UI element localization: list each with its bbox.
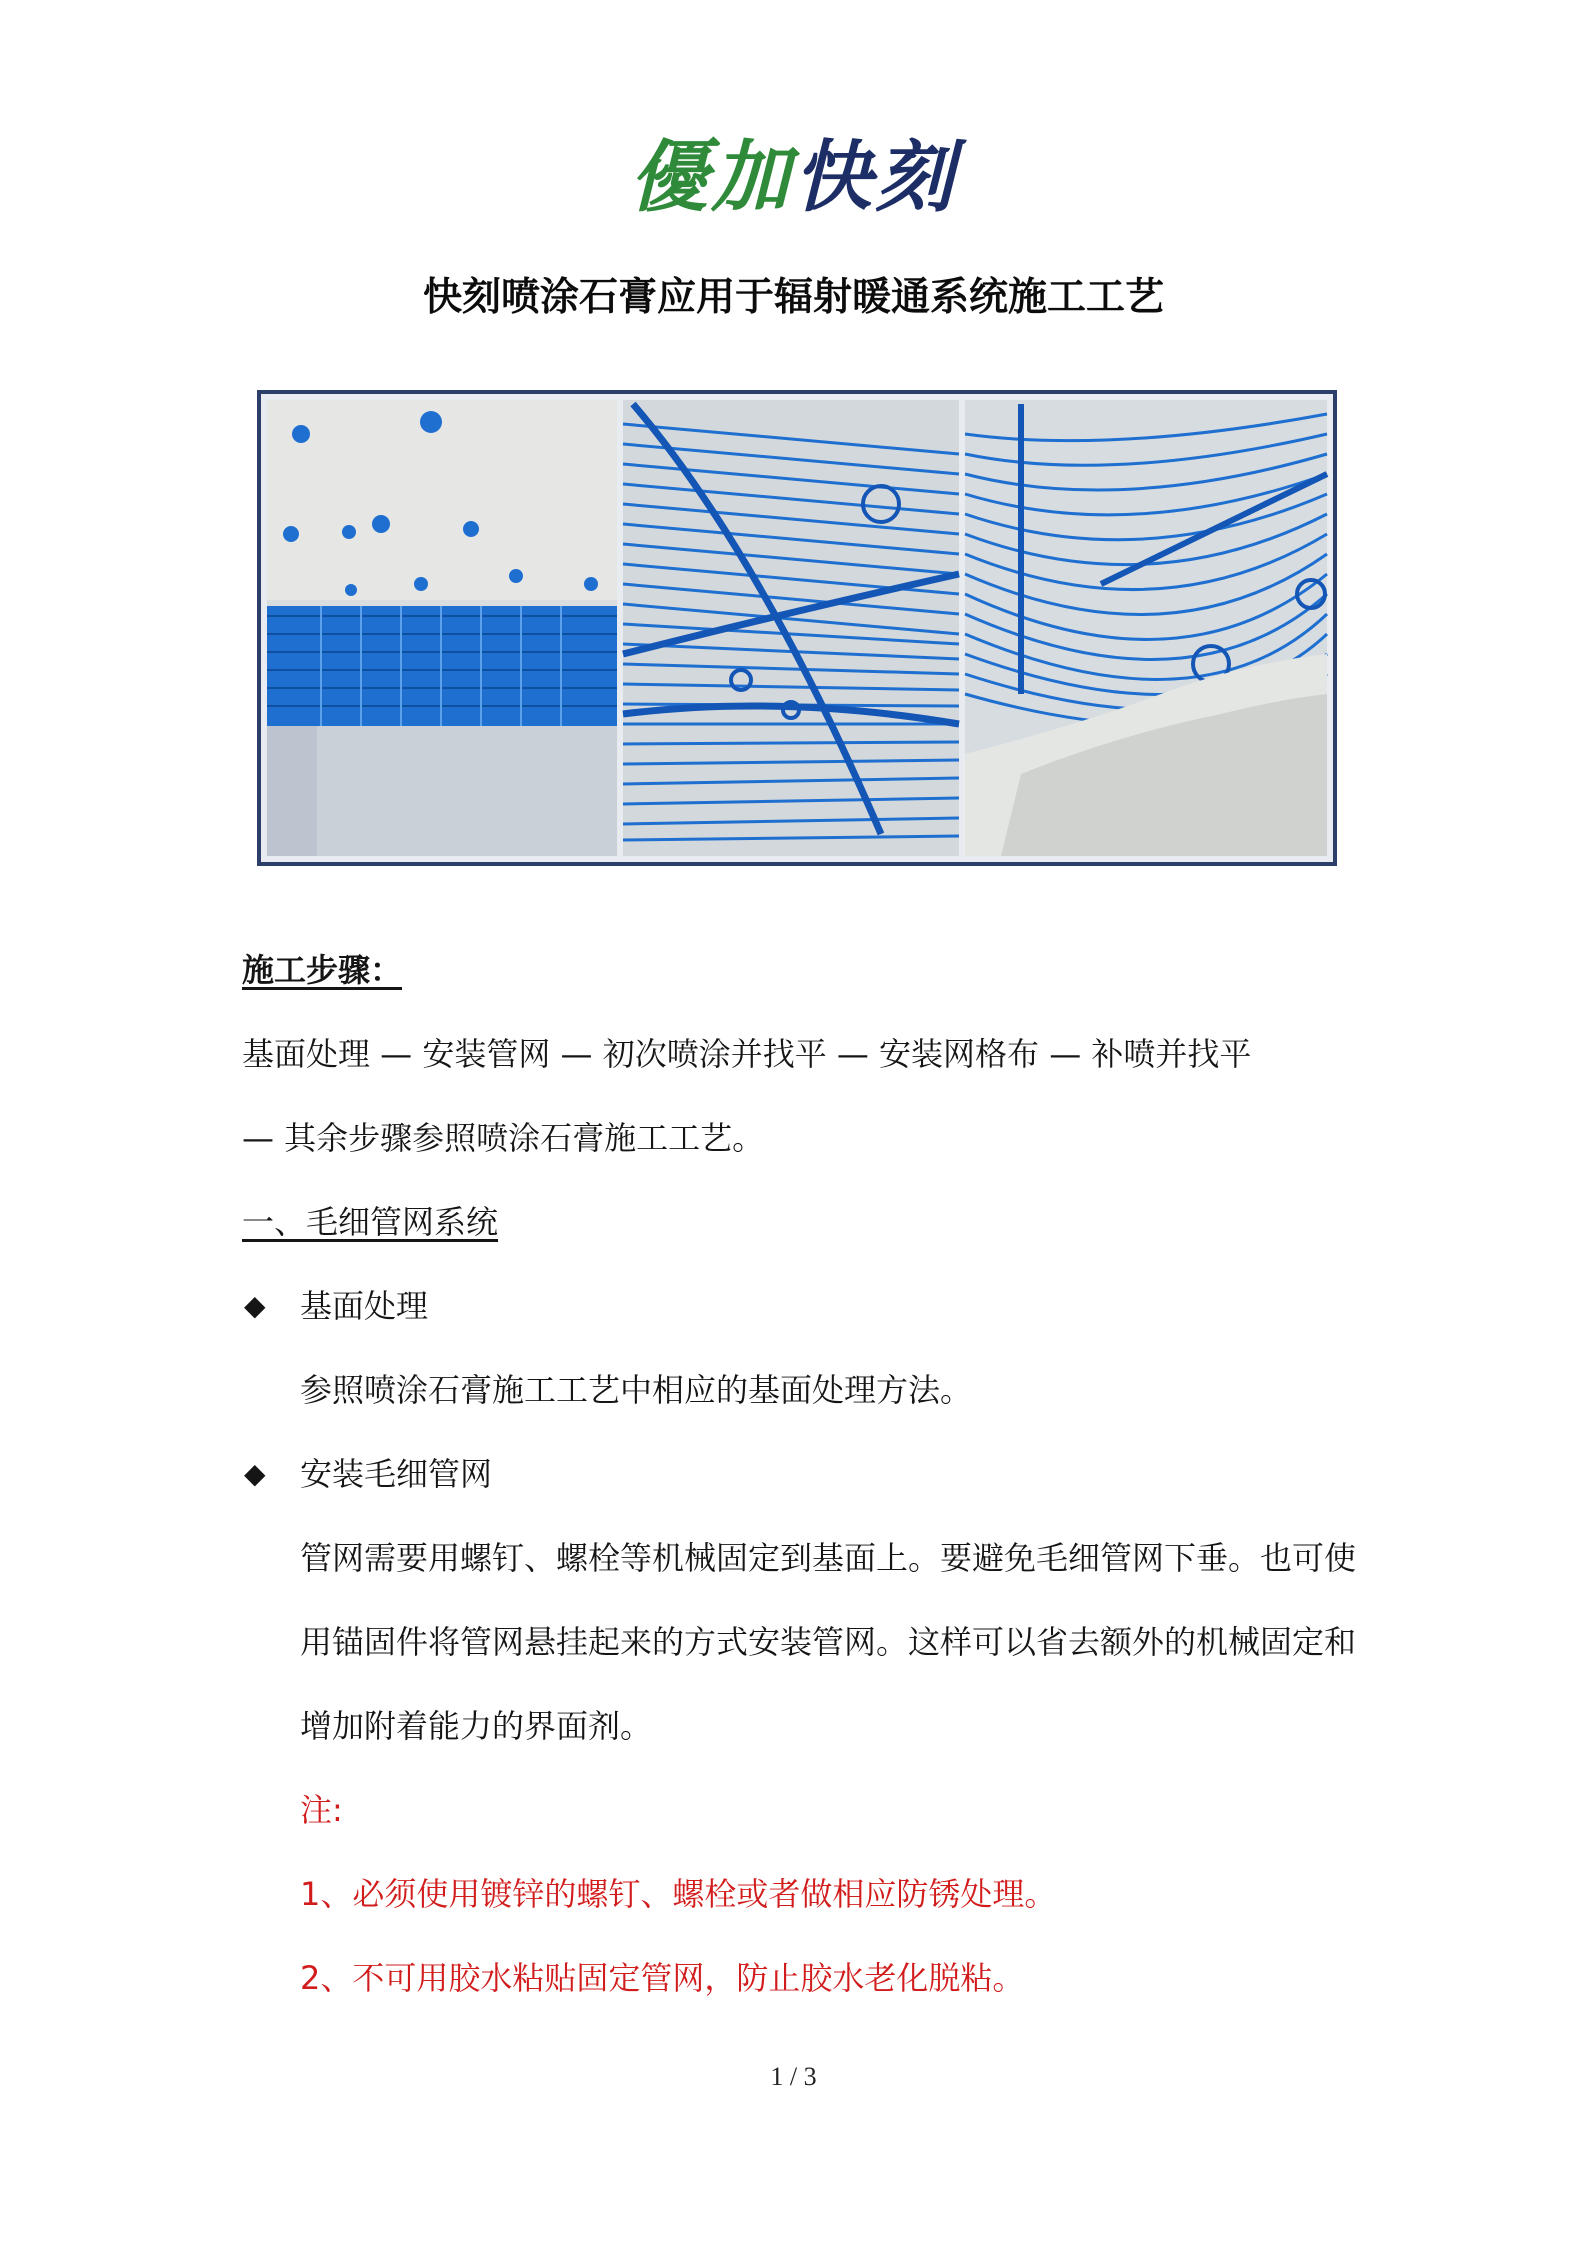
note-item: 1、必须使用镀锌的螺钉、螺栓或者做相应防锈处理。 [300, 1875, 1057, 1913]
diamond-bullet-icon: ◆ [244, 1457, 266, 1490]
note-item: 2、不可用胶水粘贴固定管网，防止胶水老化脱粘。 [300, 1959, 1025, 1997]
item-paragraph-line: 增加附着能力的界面剂。 [300, 1707, 653, 1745]
logo-char: 快 [793, 132, 876, 223]
photo-1 [267, 400, 617, 856]
document-title: 快刻喷涂石膏应用于辐射暖通系统施工工艺 [422, 275, 1164, 320]
item-title: 安装毛细管网 [300, 1455, 493, 1493]
photo-strip-graphic [261, 394, 1333, 862]
section-heading: 一、毛细管网系统 [242, 1203, 499, 1241]
page-number: 1 / 3 [770, 2062, 817, 2091]
diamond-bullet-icon: ◆ [244, 1289, 266, 1322]
item-paragraph-line: 用锚固件将管网悬挂起来的方式安装管网。这样可以省去额外的机械固定和 [300, 1623, 1357, 1661]
item-paragraph-line: 管网需要用螺钉、螺栓等机械固定到基面上。要避免毛细管网下垂。也可使 [300, 1539, 1357, 1577]
logo-char: 刻 [875, 132, 958, 223]
brand-logo [0, 128, 1587, 228]
photo-strip [257, 390, 1337, 866]
item-paragraph-line: 参照喷涂石膏施工工艺中相应的基面处理方法。 [300, 1371, 973, 1409]
steps-heading: 施工步骤： [242, 951, 403, 989]
logo-char: 優 [629, 132, 712, 223]
photo-3 [965, 400, 1327, 856]
note-label: 注: [300, 1791, 343, 1829]
steps-line-1: 基面处理 — 安装管网 — 初次喷涂并找平 — 安装网格布 — 补喷并找平 [242, 1035, 1252, 1073]
item-title: 基面处理 [300, 1287, 429, 1325]
photo-2 [623, 400, 959, 856]
logo-char: 加 [711, 132, 794, 223]
steps-line-2: — 其余步骤参照喷涂石膏施工工艺。 [242, 1119, 765, 1157]
